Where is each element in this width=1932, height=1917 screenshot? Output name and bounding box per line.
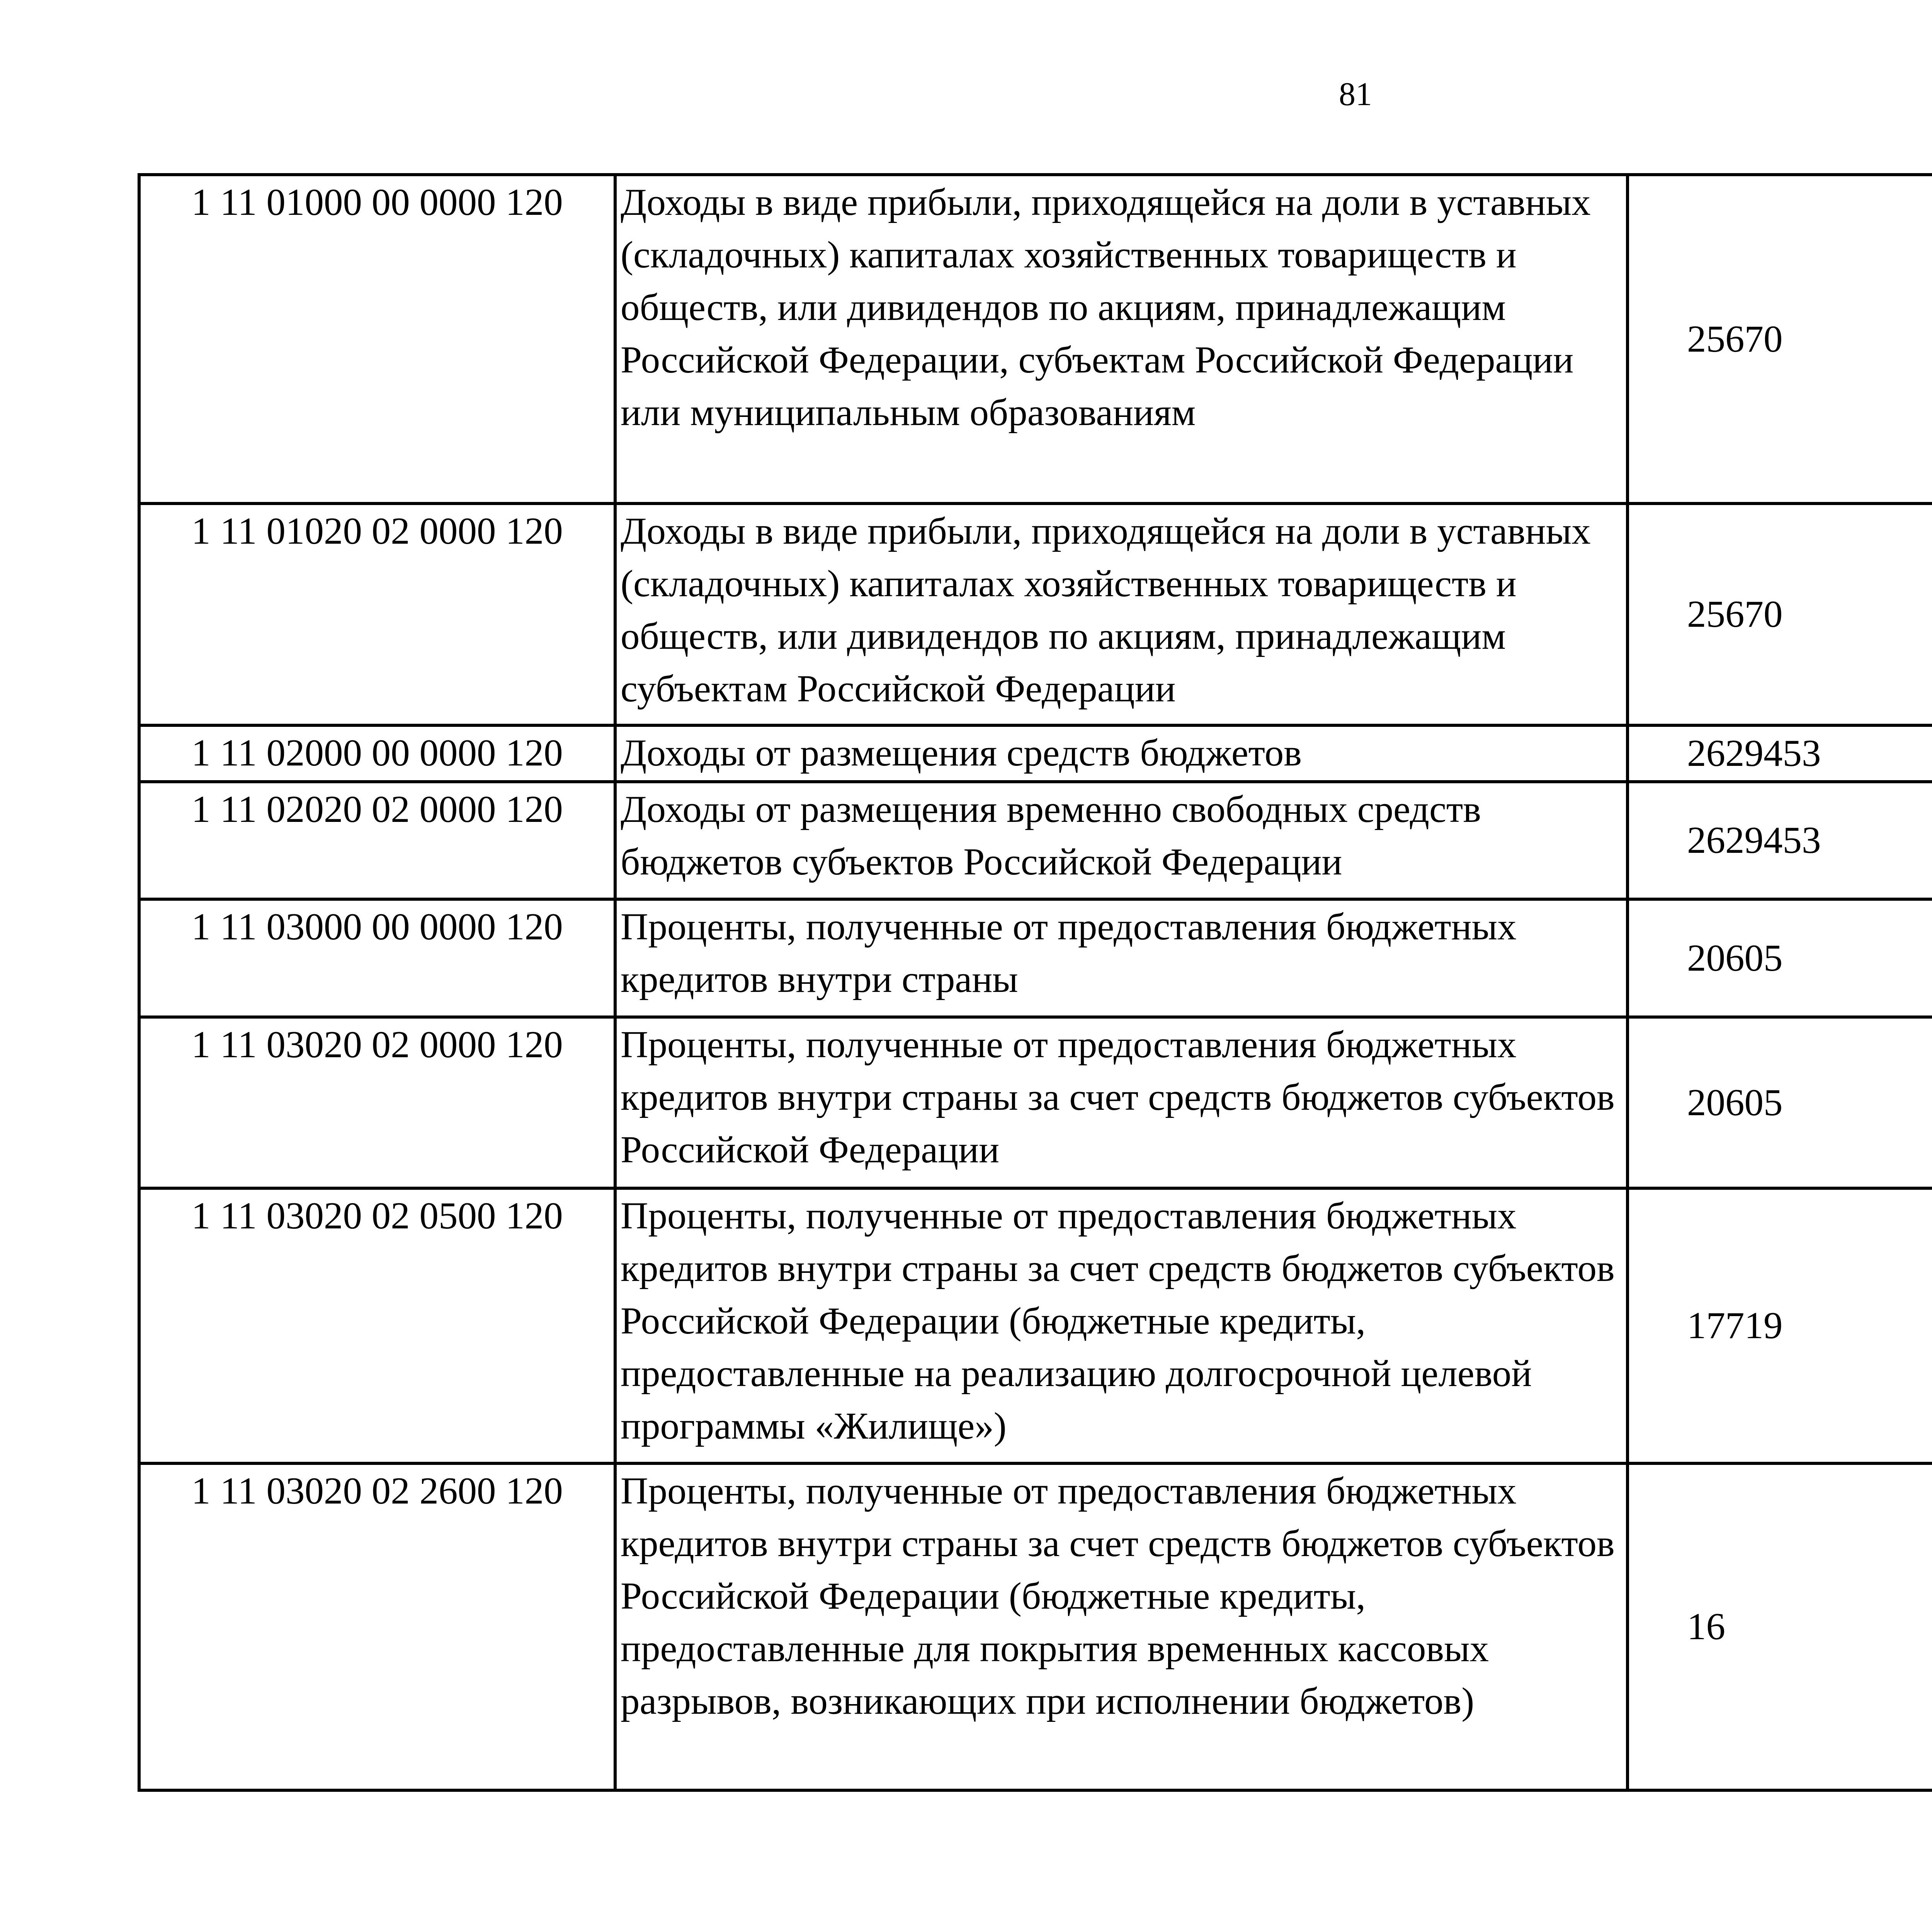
table-row (139, 1188, 1932, 1463)
row-code: 1 11 01020 02 0000 120 (139, 503, 615, 725)
row-description: Доходы в виде прибыли, приходящейся на доли в уставных (складочных) капиталах хозяйственных товариществ и обществ, или дивидендов по акциям, принадлежащим субъектам Российской Федерации (615, 503, 1628, 725)
row-description: Доходы от размещения средств бюджетов (615, 725, 1628, 782)
row-value-1: 25670 (1628, 503, 1932, 725)
row-value-1: 16 (1628, 1463, 1932, 1790)
table-row (139, 1017, 1932, 1188)
row-description: Доходы в виде прибыли, приходящейся на доли в уставных (складочных) капиталах хозяйственных товариществ и обществ, или дивидендов по акциям, принадлежащим Российской Федерации, субъектам Российской Федерации или муниципальным образованиям (615, 175, 1628, 503)
row-description: Проценты, полученные от предоставления бюджетных кредитов внутри страны за счет средств бюджетов субъектов Российской Федерации (бюджетные кредиты, предоставленные на реализацию долгосрочной целевой программы «Жилище») (615, 1188, 1628, 1463)
row-description: Проценты, полученные от предоставления бюджетных кредитов внутри страны за счет средств бюджетов субъектов Российской Федерации (бюджетные кредиты, предоставленные для покрытия временных кассовых разрывов, возникающих при исполнении бюджетов) (615, 1463, 1628, 1790)
row-description: Проценты, полученные от предоставления бюджетных кредитов внутри страны (615, 899, 1628, 1017)
row-code: 1 11 01000 00 0000 120 (139, 175, 615, 503)
page-number: 81 (1339, 75, 1372, 112)
row-code: 1 11 03000 00 0000 120 (139, 899, 615, 1017)
row-description: Проценты, полученные от предоставления бюджетных кредитов внутри страны за счет средств бюджетов субъектов Российской Федерации (615, 1017, 1628, 1188)
table-row (139, 782, 1932, 899)
row-code: 1 11 03020 02 0000 120 (139, 1017, 615, 1188)
table-row (139, 899, 1932, 1017)
row-value-1: 17719 (1628, 1188, 1932, 1463)
table-row (139, 1463, 1932, 1790)
row-value-1: 20605 (1628, 899, 1932, 1017)
table-row (139, 175, 1932, 503)
row-value-1: 2629453 (1628, 725, 1932, 782)
table-row (139, 503, 1932, 725)
row-value-1: 25670 (1628, 175, 1932, 503)
table-row (139, 725, 1932, 782)
row-value-1: 2629453 (1628, 782, 1932, 899)
row-description: Доходы от размещения временно свободных средств бюджетов субъектов Российской Федерации (615, 782, 1628, 899)
row-code: 1 11 02020 02 0000 120 (139, 782, 615, 899)
row-code: 1 11 03020 02 0500 120 (139, 1188, 615, 1463)
row-code: 1 11 03020 02 2600 120 (139, 1463, 615, 1790)
row-code: 1 11 02000 00 0000 120 (139, 725, 615, 782)
row-value-1: 20605 (1628, 1017, 1932, 1188)
budget-revenue-table (138, 173, 1932, 1792)
